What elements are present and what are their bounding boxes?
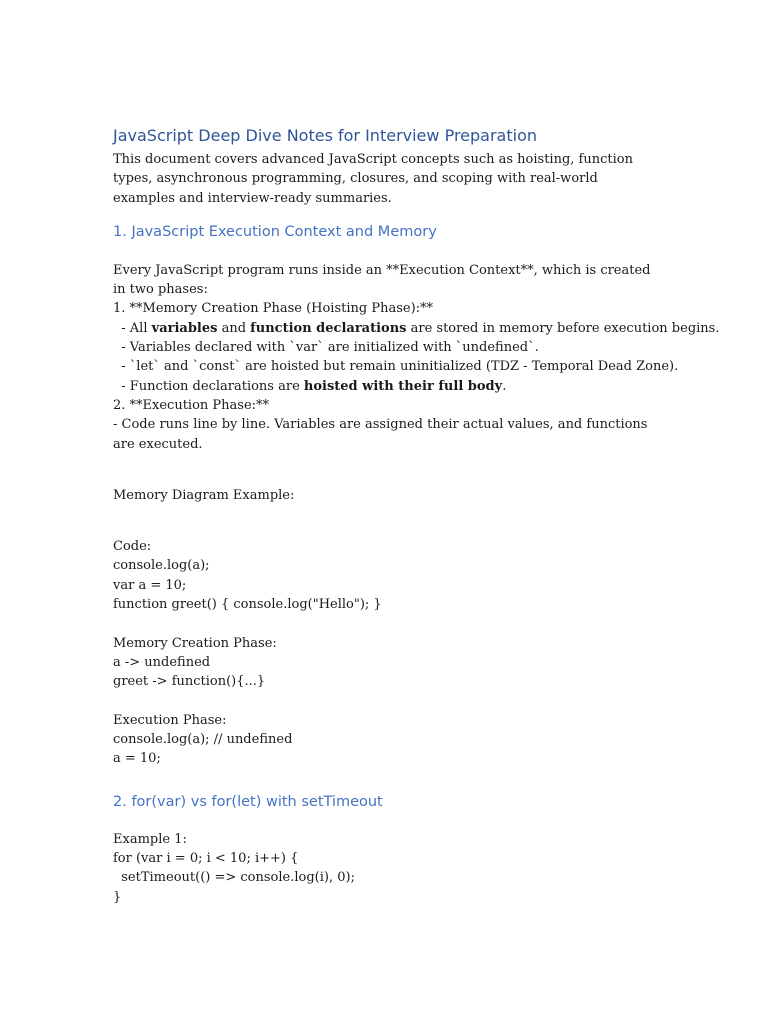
section-1-paragraph: Every JavaScript program runs inside an **Execution Context**, which is created in two phases: xyxy=(113,262,651,298)
memory-diagram-label: Memory Diagram Example: xyxy=(113,487,295,503)
execution-phase-body: - Code runs line by line. Variables are assigned their actual values, and functions are executed. xyxy=(113,417,648,452)
bold-text: function declarations xyxy=(250,320,407,336)
memory-line: greet -> function(){...} xyxy=(113,674,266,690)
example-label: Example 1: xyxy=(113,831,187,847)
spacer xyxy=(113,692,658,711)
code-line: var a = 10; xyxy=(113,577,187,593)
bullet-variables-functions xyxy=(113,319,720,338)
spacer xyxy=(113,614,658,633)
code-label: Code: xyxy=(113,539,152,555)
code-line: for (var i = 0; i < 10; i++) { xyxy=(113,851,299,867)
bullet-let-const-tdz: - `let` and `const` are hoisted but remain uninitialized (TDZ - Temporal Dead Zone). xyxy=(113,359,679,375)
execution-line: a = 10; xyxy=(113,751,161,767)
bullet-text: - All xyxy=(113,320,152,336)
execution-phase-title: 2. **Execution Phase:** xyxy=(113,397,270,413)
execution-line: console.log(a); // undefined xyxy=(113,732,293,748)
bullet-text: are stored in memory before execution begins. xyxy=(406,320,720,336)
bullet-text: and xyxy=(217,320,251,336)
memory-line: a -> undefined xyxy=(113,654,211,670)
bullet-var-undefined: - Variables declared with `var` are initialized with `undefined`. xyxy=(113,340,539,356)
code-line: } xyxy=(113,889,122,905)
memory-phase-title: 1. **Memory Creation Phase (Hoisting Phase):** xyxy=(113,301,434,317)
section-1-heading: 1. JavaScript Execution Context and Memory xyxy=(113,223,437,240)
bullet-function-hoisting xyxy=(113,377,658,396)
execution-label: Execution Phase: xyxy=(113,712,227,728)
bullet-text: - Function declarations are xyxy=(113,378,304,394)
bold-text: hoisted with their full body xyxy=(303,378,503,394)
section-2-heading: 2. for(var) vs for(let) with setTimeout xyxy=(113,793,383,810)
memory-creation-label: Memory Creation Phase: xyxy=(113,635,277,651)
code-line: console.log(a); xyxy=(113,558,210,574)
document-intro: This document covers advanced JavaScript concepts such as hoisting, function types, asynchronous programming, closures, and scoping with real-world examples and interview-ready summaries. xyxy=(113,152,633,206)
document-body xyxy=(113,124,720,907)
code-line: function greet() { console.log("Hello"); } xyxy=(113,597,382,613)
bullet-text: . xyxy=(502,378,507,394)
code-line: setTimeout(() => console.log(i), 0); xyxy=(113,870,355,886)
bold-text: variables xyxy=(151,320,218,336)
document-title: JavaScript Deep Dive Notes for Interview Preparation xyxy=(113,126,537,145)
